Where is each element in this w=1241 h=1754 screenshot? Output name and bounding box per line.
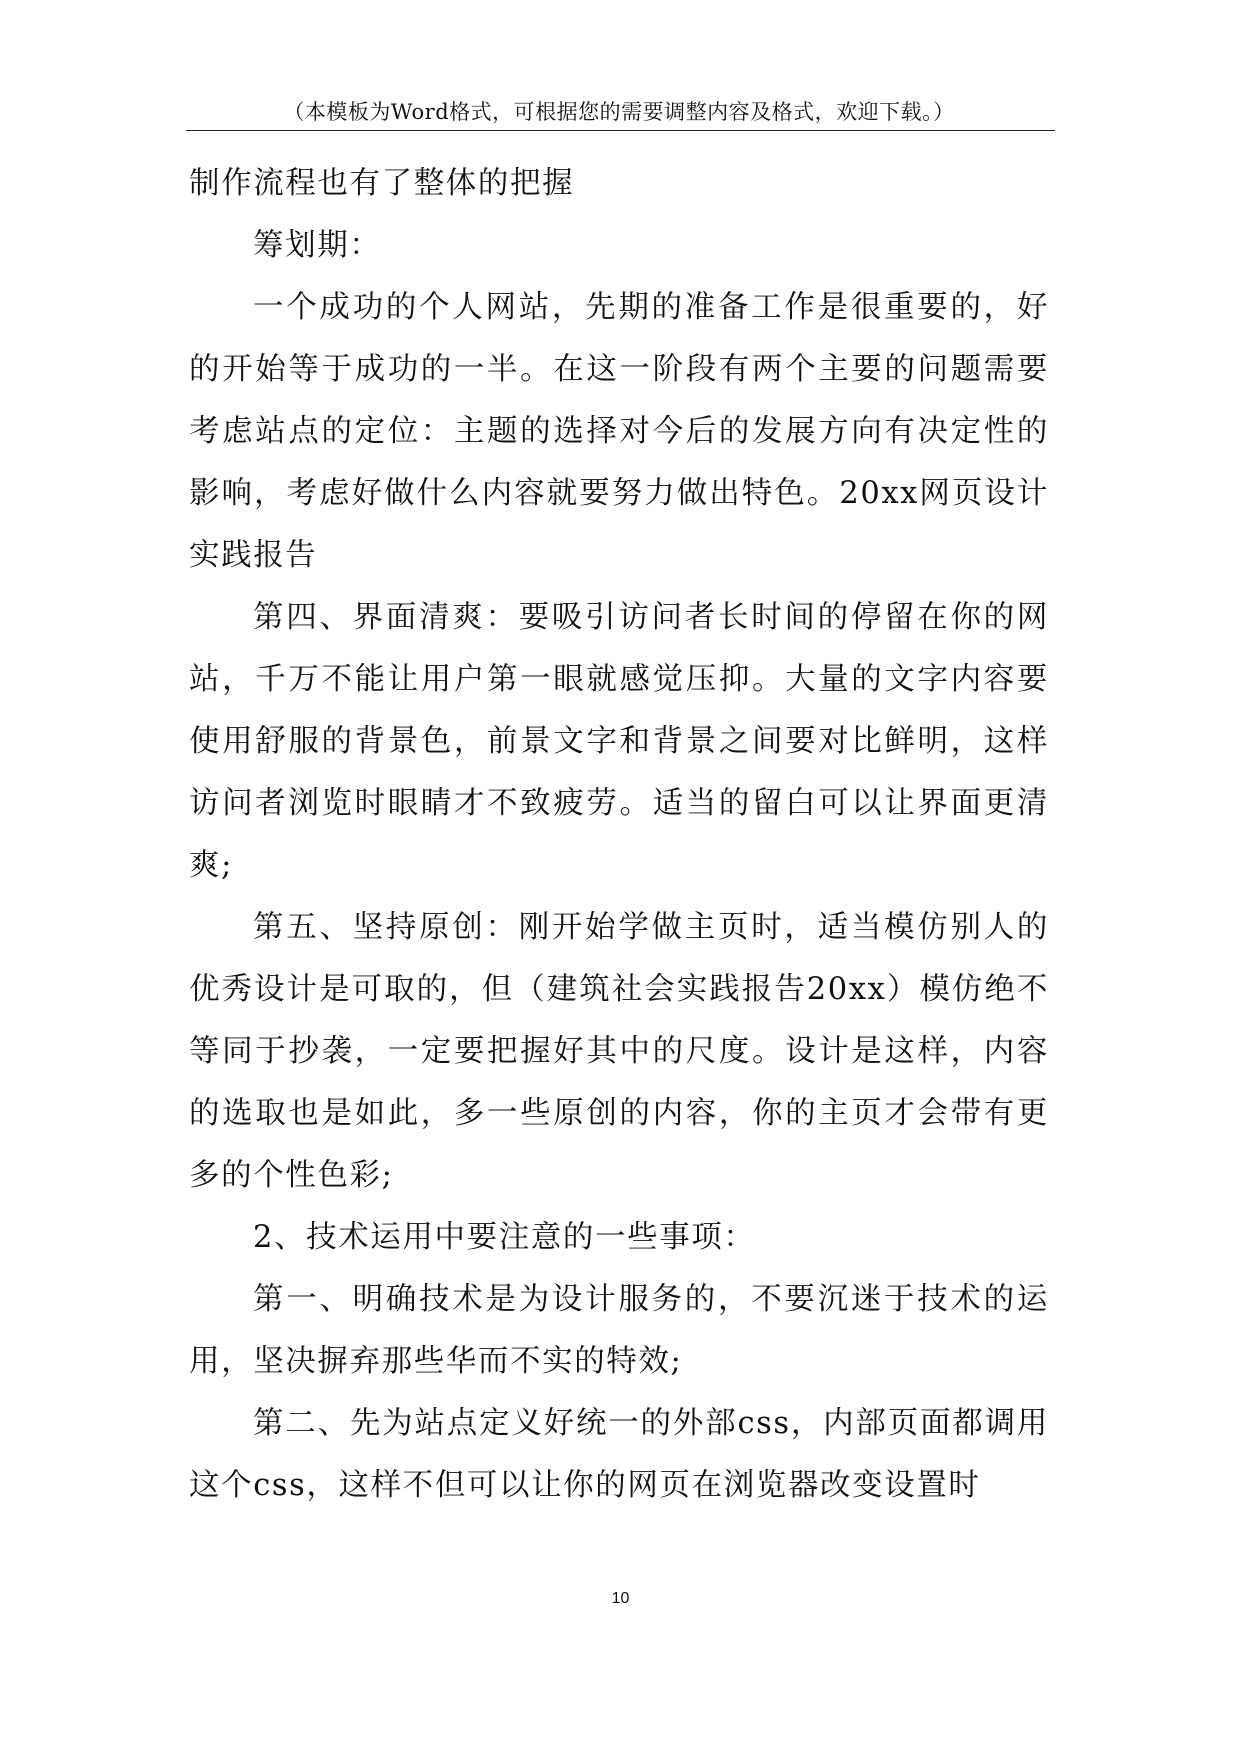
paragraph: 2、技术运用中要注意的一些事项： — [253, 1220, 756, 1255]
paragraph: 一个成功的个人网站，先期的准备工作是很重要的，好的开始等于成功的一半。在这一阶段有两个主要的问题需要考虑站点的定位：主题的选择对今后的发展方向有决定性的影响，考虑好做什么内容就要努力做出特色。20xx网页设计实践报告 — [189, 290, 1049, 573]
paragraph: 制作流程也有了整体的把握 — [189, 166, 575, 201]
paragraph: 第一、明确技术是为设计服务的，不要沉迷于技术的运用，坚决摒弃那些华而不实的特效; — [189, 1282, 1049, 1379]
page-header: （本模板为Word格式，可根据您的需要调整内容及格式，欢迎下载。） — [283, 100, 955, 124]
document-body — [189, 153, 1049, 1517]
header-divider — [186, 130, 1055, 131]
paragraph: 第二、先为站点定义好统一的外部css，内部页面都调用这个css，这样不但可以让你的网页在浏览器改变设置时 — [189, 1406, 1049, 1503]
paragraph: 第四、界面清爽：要吸引访问者长时间的停留在你的网站，千万不能让用户第一眼就感觉压抑。大量的文字内容要使用舒服的背景色，前景文字和背景之间要对比鲜明，这样访问者浏览时眼睛才不致疲劳。适当的留白可以让界面更清爽; — [189, 600, 1049, 883]
page-number: 10 — [611, 1590, 630, 1607]
paragraph: 筹划期： — [253, 228, 382, 263]
paragraph: 第五、坚持原创：刚开始学做主页时，适当模仿别人的优秀设计是可取的，但（建筑社会实践报告20xx）模仿绝不等同于抄袭，一定要把握好其中的尺度。设计是这样，内容的选取也是如此，多一些原创的内容，你的主页才会带有更多的个性色彩; — [189, 910, 1049, 1193]
